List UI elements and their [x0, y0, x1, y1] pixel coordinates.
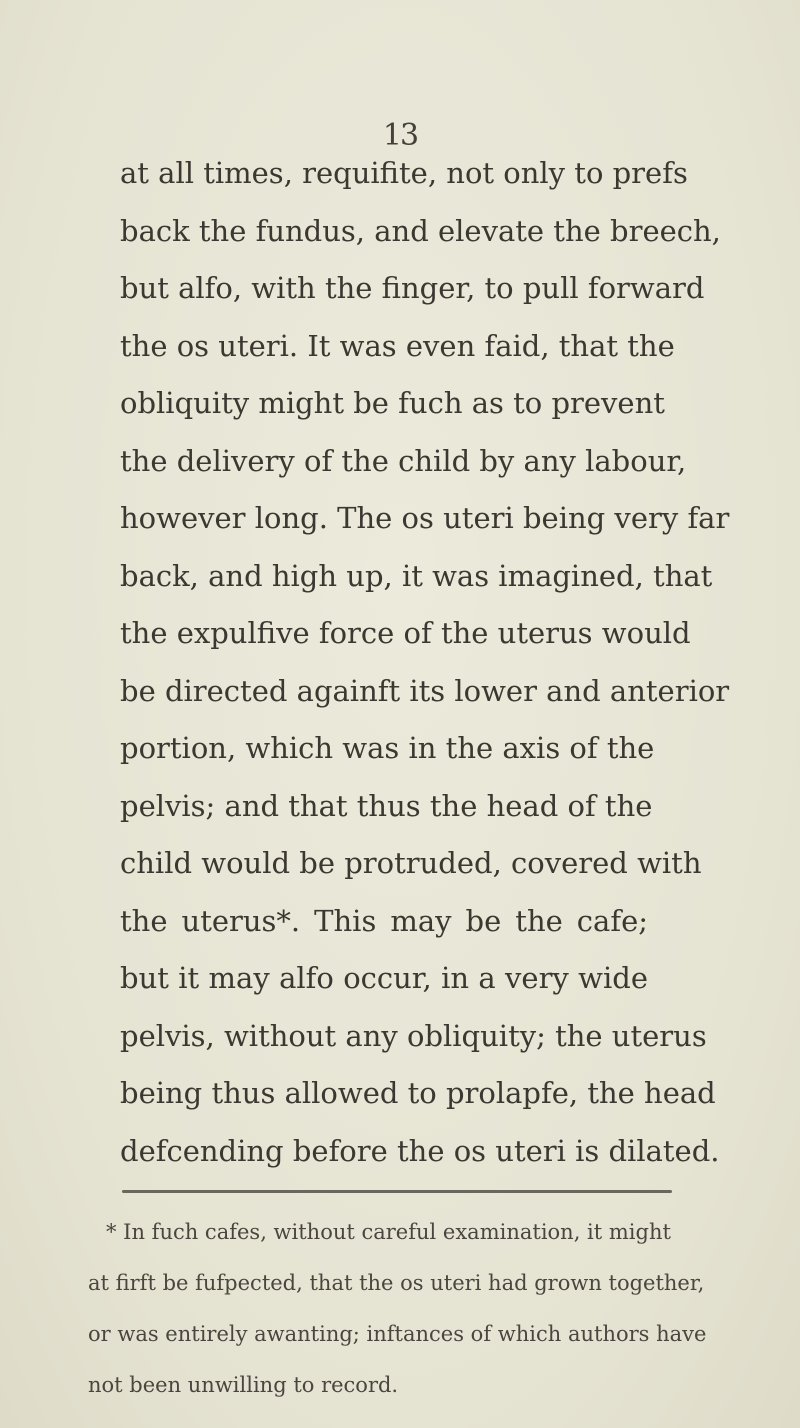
text-line: the uterus*. This may be the cafe; — [120, 904, 648, 938]
text-line: back the fundus, and elevate the breech, — [120, 214, 721, 248]
text-line: but alfo, with the finger, to pull forward — [120, 271, 705, 305]
text-line: obliquity might be fuch as to prevent — [120, 386, 665, 420]
footnote-line: at firft be fufpected, that the os uteri had grown together, — [88, 1271, 705, 1295]
text-line: pelvis, without any obliquity; the uterus — [120, 1019, 707, 1053]
footnote-line: not been unwilling to record. — [88, 1373, 399, 1397]
text-line: be directed againft its lower and anterior — [120, 674, 730, 708]
text-line: but it may alfo occur, in a very wide — [120, 961, 648, 995]
text-line: the os uteri. It was even faid, that the — [120, 329, 675, 363]
text-line: however long. The os uteri being very far — [120, 501, 730, 535]
text-line: pelvis; and that thus the head of the — [120, 789, 653, 823]
text-line: the expulfive force of the uterus would — [120, 616, 691, 650]
text-line: at all times, requifite, not only to prefs — [120, 156, 688, 190]
footnote-divider — [122, 1190, 672, 1193]
text-line: the delivery of the child by any labour, — [120, 444, 687, 478]
text-line: back, and high up, it was imagined, that — [120, 559, 713, 593]
text-line: defcending before the os uteri is dilated. — [120, 1134, 720, 1168]
text-line: child would be protruded, covered with — [120, 846, 702, 880]
text-line: being thus allowed to prolapfe, the head — [120, 1076, 716, 1110]
text-line: portion, which was in the axis of the — [120, 731, 655, 765]
footnote-line: or was entirely awanting; inftances of which authors have — [88, 1322, 707, 1346]
footnote-line: * In fuch cafes, without careful examination, it might — [106, 1220, 671, 1244]
page-number: 13 — [382, 118, 418, 153]
